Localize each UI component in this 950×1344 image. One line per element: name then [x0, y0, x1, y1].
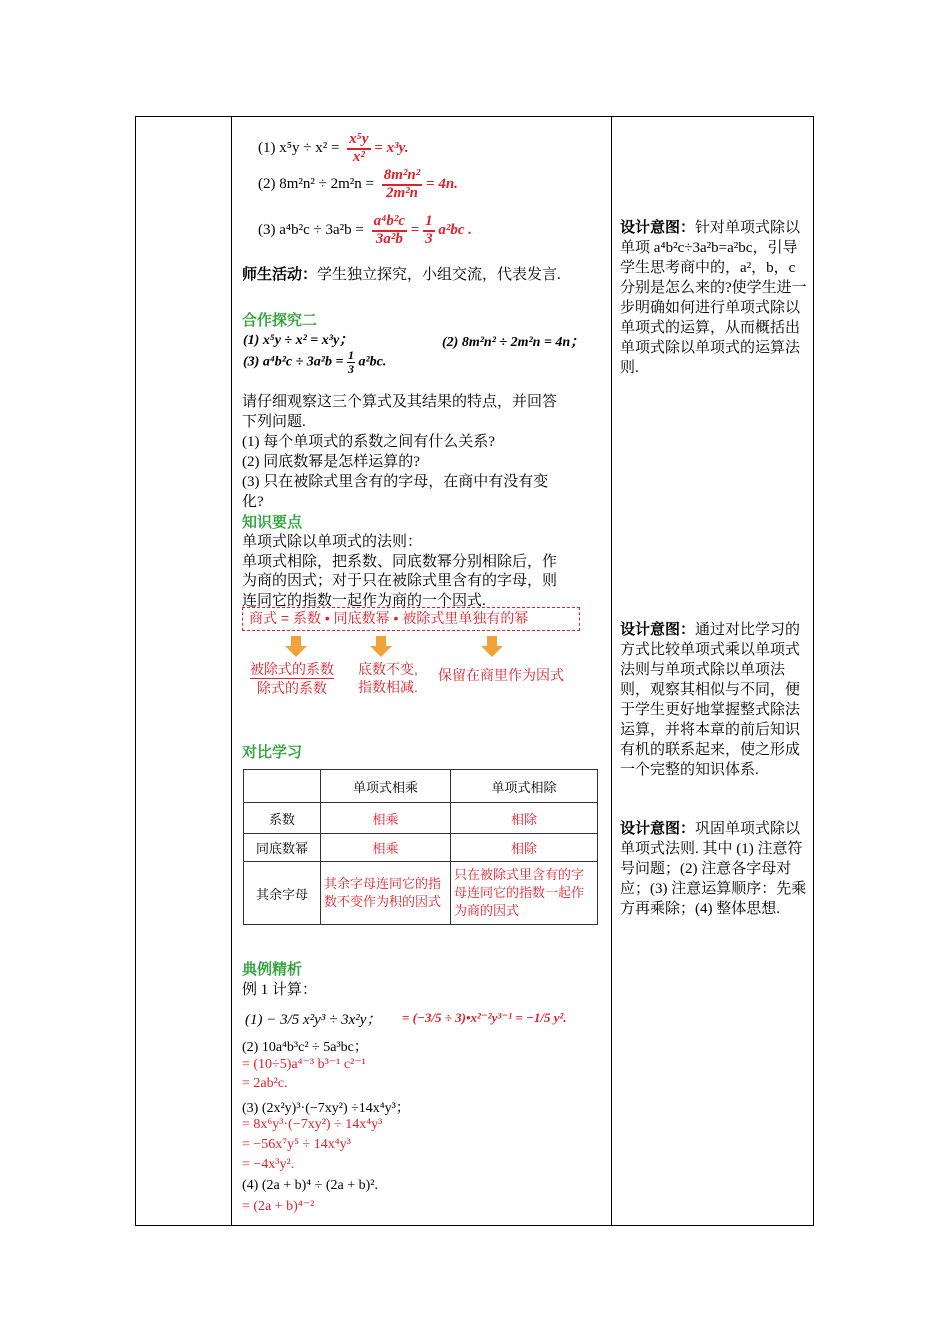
- example-2-step-2: = 2ab²c.: [242, 1076, 288, 1091]
- formula-2-fraction: [382, 168, 423, 202]
- note-coefficient: [250, 660, 334, 697]
- knowledge-line-1: 单项式除以单项式的法则：: [242, 534, 423, 550]
- design-intent-2: [620, 620, 810, 780]
- formula-1: [258, 132, 408, 166]
- formula-3-denominator: 3a²b: [375, 230, 403, 247]
- cell-divide-letters: 只在被除式里含有的字母连同它的指数一起作为商的因式: [451, 862, 598, 925]
- cell-multiply-coefficient: 相乘: [321, 803, 451, 834]
- note-coefficient-bottom: 除式的系数: [257, 680, 327, 696]
- formula-3-coefficient: [423, 214, 435, 248]
- note-extra-letters: 保留在商里作为因式: [438, 667, 564, 683]
- coop2-eq3-fraction: [347, 349, 355, 375]
- example-2-step-1: = (10÷5)a⁴⁻³ b³⁻¹ c²⁻¹: [242, 1057, 366, 1072]
- question-3-continued: 化?: [242, 494, 264, 510]
- compare-header-blank: [244, 770, 321, 803]
- example-3-step-3: = −4x³y².: [242, 1157, 295, 1172]
- design-intent-2-label: 设计意图：: [620, 621, 696, 638]
- coop2-eq3-denominator: 3: [347, 361, 354, 376]
- coop2-eq3-numerator: 1: [347, 348, 354, 362]
- formula-1-numerator: x⁵y: [347, 132, 370, 150]
- column-divider-right: [611, 117, 612, 1225]
- coop2-eq2: (2) 8m²n² ÷ 2m²n = 4n；: [442, 335, 585, 350]
- formula-3: [258, 214, 472, 248]
- knowledge-line-4: 连同它的指数一起作为商的一个因式.: [242, 593, 486, 609]
- formula-3-coef-denominator: 3: [425, 230, 433, 247]
- table-row: [244, 803, 598, 834]
- compare-header-multiply: 单项式相乘: [321, 770, 451, 803]
- example-2-problem: (2) 10a⁴b³c² ÷ 5a³bc；: [242, 1040, 368, 1055]
- note-coefficient-top: 被除式的系数: [250, 661, 334, 677]
- question-2: (2) 同底数幂是怎样运算的?: [242, 454, 420, 470]
- design-intent-3: [620, 819, 810, 919]
- knowledge-line-3: 为商的因式；对于只在被除式里含有的字母，则: [242, 573, 558, 589]
- formula-1-result: = x³y.: [374, 140, 409, 157]
- activity-label: 师生活动：: [242, 266, 318, 283]
- example-3-step-1: = 8x⁶y³·(−7xy²) ÷ 14x⁴y³: [242, 1117, 383, 1132]
- formula-2-result: = 4n.: [426, 176, 458, 193]
- compare-header-divide: 单项式相除: [451, 770, 598, 803]
- coop2-eq3-result: a²bc.: [358, 354, 387, 370]
- row-label-power: 同底数幂: [244, 834, 321, 862]
- compare-table: [243, 769, 598, 925]
- example-4-problem: (4) (2a + b)⁴ ÷ (2a + b)².: [242, 1178, 378, 1193]
- example-3-problem: (3) (2x²y)³·(−7xy²) ÷14x⁴y³；: [242, 1101, 410, 1116]
- example-1-solution: = (−3/5 ÷ 3)•x²⁻²y³⁻¹ = −1/5 y².: [402, 1010, 567, 1025]
- cell-divide-coefficient: 相除: [451, 803, 598, 834]
- note-power: [358, 660, 418, 696]
- design-intent-1-text: 针对单项式除以单项 a⁴b²c÷3a²b=a²bc，引导学生思考商中的，a²，b，c 分别是怎么来的?使学生进一步明确如何进行单项式除以单项式的运算，从而概括出单项式除以单项式的运算法则.: [620, 220, 807, 376]
- formula-3-numerator: a⁴b²c: [372, 214, 407, 232]
- cell-multiply-letters: 其余字母连同它的指数不变作为积的因式: [321, 862, 451, 925]
- formula-1-lhs: (1) x⁵y ÷ x² =: [258, 140, 340, 157]
- formula-1-fraction: [347, 132, 370, 166]
- coop2-eq1: (1) x⁵y ÷ x² = x³y；: [243, 333, 354, 348]
- knowledge-line-2: 单项式相除，把系数、同底数幂分别相除后，作: [242, 554, 558, 570]
- formula-3-coef-numerator: 1: [423, 214, 435, 232]
- activity-text: 学生独立探究，小组交流，代表发言.: [317, 267, 561, 283]
- table-row: [244, 862, 598, 925]
- formula-3-fraction: [372, 214, 407, 248]
- cell-divide-power: 相除: [451, 834, 598, 862]
- design-intent-1: [620, 218, 810, 378]
- design-intent-3-label: 设计意图：: [620, 820, 696, 837]
- example-label: 例 1 计算：: [242, 982, 318, 998]
- question-3: (3) 只在被除式里含有的字母，在商中有没有变: [242, 474, 549, 490]
- example-3-step-2: = −56x⁷y⁵ ÷ 14x⁴y³: [242, 1137, 351, 1152]
- example-4-step-1: = (2a + b)⁴⁻²: [242, 1199, 315, 1214]
- observe-line-1: 请仔细观察这三个算式及其结果的特点，并回答: [242, 394, 558, 410]
- quotient-rule-box: 商式 = 系数 • 同底数幂 • 被除式里单独有的幂: [242, 607, 580, 631]
- formula-3-lhs: (3) a⁴b²c ÷ 3a²b =: [258, 222, 364, 239]
- coop2-eq3-lhs: (3) a⁴b²c ÷ 3a²b =: [243, 354, 344, 370]
- formula-3-result: a²bc .: [438, 222, 472, 239]
- compare-header-row: [244, 770, 598, 803]
- cell-multiply-power: 相乘: [321, 834, 451, 862]
- formula-2-numerator: 8m²n²: [382, 168, 423, 186]
- column-divider-left: [231, 117, 232, 1225]
- row-label-coefficient: 系数: [244, 803, 321, 834]
- observe-line-2: 下列问题.: [242, 414, 306, 430]
- design-intent-1-label: 设计意图：: [620, 219, 696, 236]
- design-intent-2-text: 通过对比学习的方式比较单项式乘以单项式法则与单项式除以单项法则，观察其相似与不同，便于学生更好地掌握整式除法运算，并将本章的前后知识有机的联系起来，使之形成一个完整的知识体系.: [620, 622, 801, 778]
- formula-2: [258, 168, 458, 202]
- table-row: [244, 834, 598, 862]
- note-power-top: 底数不变,: [358, 661, 418, 677]
- formula-2-lhs: (2) 8m²n² ÷ 2m²n =: [258, 176, 375, 193]
- compare-title: 对比学习: [242, 744, 303, 761]
- design-intent-3-text: 巩固单项式除以单项式法则. 其中 (1) 注意符号问题；(2) 注意各字母对应；(3) 注意运算顺序：先乘方再乘除；(4) 整体思想.: [620, 821, 807, 917]
- activity-line: [242, 263, 561, 284]
- formula-3-equals: =: [410, 222, 420, 239]
- question-1: (1) 每个单项式的系数之间有什么关系?: [242, 434, 495, 450]
- knowledge-title: 知识要点: [242, 514, 303, 531]
- row-label-letters: 其余字母: [244, 862, 321, 925]
- example-title: 典例精析: [242, 961, 303, 978]
- coop2-title: 合作探究二: [242, 312, 318, 329]
- example-1-problem: (1) − 3/5 x²y³ ÷ 3x²y；: [245, 1012, 382, 1028]
- coop2-eq3: [243, 349, 386, 375]
- formula-2-denominator: 2m²n: [386, 184, 419, 201]
- note-power-bottom: 指数相减.: [358, 679, 418, 695]
- formula-1-denominator: x²: [352, 148, 365, 165]
